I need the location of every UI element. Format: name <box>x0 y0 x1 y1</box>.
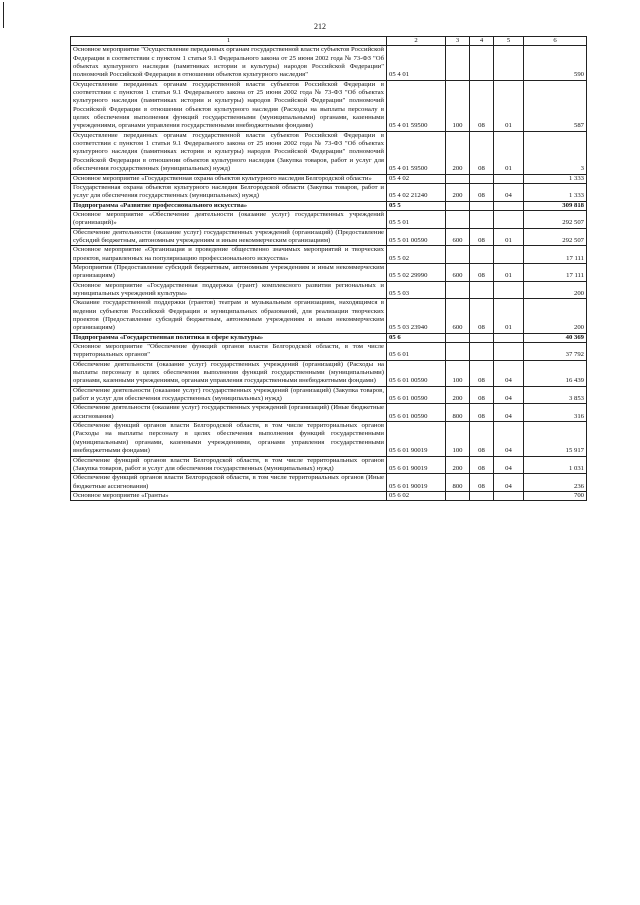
target-code-cell: 05 6 01 90019 <box>387 456 446 474</box>
description-cell: Основное мероприятие «Государственная охрана объектов культурного наследия Белгородской области» <box>71 174 387 183</box>
target-code-cell: 05 4 02 <box>387 174 446 183</box>
amount-cell: 200 <box>524 281 587 299</box>
amount-cell: 1 333 <box>524 174 587 183</box>
section-cell: 08 <box>470 404 494 422</box>
amount-cell: 17 111 <box>524 263 587 281</box>
expense-type-cell: 200 <box>446 131 470 174</box>
amount-cell: 37 792 <box>524 343 587 361</box>
amount-cell: 40 369 <box>524 333 587 342</box>
table-row <box>71 131 587 174</box>
target-code-cell: 05 5 02 <box>387 246 446 264</box>
amount-cell: 1 031 <box>524 456 587 474</box>
expense-type-cell: 200 <box>446 386 470 404</box>
subsection-cell <box>494 491 524 500</box>
target-code-cell: 05 4 01 59500 <box>387 131 446 174</box>
table-row <box>71 263 587 281</box>
amount-cell: 3 853 <box>524 386 587 404</box>
header-col-6: 6 <box>524 37 587 46</box>
section-cell: 08 <box>470 228 494 246</box>
expense-type-cell: 600 <box>446 228 470 246</box>
table-row <box>71 386 587 404</box>
table-row <box>71 299 587 333</box>
section-cell: 08 <box>470 131 494 174</box>
table-row <box>71 360 587 386</box>
subsection-cell <box>494 174 524 183</box>
amount-cell: 1 333 <box>524 183 587 201</box>
description-cell: Обеспечение деятельности (оказание услуг) государственных учреждений (организаций) (Закупка товаров, работ и услуг для обеспечения государственных (муниципальных) нужд) <box>71 386 387 404</box>
section-cell <box>470 210 494 228</box>
target-code-cell: 05 6 01 <box>387 343 446 361</box>
subsection-cell: 04 <box>494 183 524 201</box>
amount-cell: 236 <box>524 474 587 492</box>
subsection-cell <box>494 201 524 210</box>
description-cell: Обеспечение деятельности (оказание услуг) государственных учреждений (организаций) (Иные бюджетные ассигнования) <box>71 404 387 422</box>
table-row <box>71 201 587 210</box>
expense-type-cell: 800 <box>446 404 470 422</box>
table-row <box>71 491 587 500</box>
target-code-cell: 05 4 02 21240 <box>387 183 446 201</box>
expense-type-cell: 200 <box>446 456 470 474</box>
expense-type-cell <box>446 210 470 228</box>
expense-type-cell: 100 <box>446 80 470 131</box>
description-cell: Осуществление переданных органам государственной власти субъектов Российской Федерации в соответствии с пунктом 1 статьи 9.1 Федерального закона от 25 июня 2002 года № 73-ФЗ "Об объектах культурного наследия (памятниках истории и культуры) народов Российской Федерации" полномочий Российской Федерации в отношении объектов культурного наследия (Расходы на выплаты персоналу в целях обеспечения выполнения функций государственными (муниципальными) органами, казенными учреждениями, органами управления государственными внебюджетными фондами) <box>71 80 387 131</box>
amount-cell: 17 111 <box>524 246 587 264</box>
subsection-cell <box>494 333 524 342</box>
table-row <box>71 174 587 183</box>
target-code-cell: 05 4 01 <box>387 46 446 80</box>
target-code-cell: 05 6 <box>387 333 446 342</box>
subsection-cell: 01 <box>494 131 524 174</box>
target-code-cell: 05 6 01 00590 <box>387 386 446 404</box>
section-cell: 08 <box>470 263 494 281</box>
page-number: 212 <box>314 22 326 31</box>
expense-type-cell <box>446 343 470 361</box>
description-cell: Основное мероприятие "Осуществление переданных органам государственной власти субъектов Российской Федерации в соответствии с пунктом 1 статьи 9.1 Федерального закона от 25 июня 2002 года № 73-ФЗ "Об объектах культурного наследия (памятниках истории и культуры) народов Российской Федерации" полномочий Российской Федерации в отношении объектов культурного наследия" <box>71 46 387 80</box>
section-cell <box>470 201 494 210</box>
table-row <box>71 343 587 361</box>
amount-cell: 200 <box>524 299 587 333</box>
subsection-cell: 04 <box>494 404 524 422</box>
table-row <box>71 183 587 201</box>
subsection-cell: 04 <box>494 386 524 404</box>
table-row <box>71 228 587 246</box>
expense-type-cell: 600 <box>446 299 470 333</box>
amount-cell: 292 507 <box>524 228 587 246</box>
table-row <box>71 210 587 228</box>
target-code-cell: 05 5 01 <box>387 210 446 228</box>
section-cell <box>470 246 494 264</box>
table-row <box>71 474 587 492</box>
table-row <box>71 281 587 299</box>
amount-cell: 316 <box>524 404 587 422</box>
target-code-cell: 05 6 01 90019 <box>387 474 446 492</box>
section-cell: 08 <box>470 386 494 404</box>
target-code-cell: 05 5 01 00590 <box>387 228 446 246</box>
description-cell: Подпрограмма «Государственная политика в сфере культуры» <box>71 333 387 342</box>
target-code-cell: 05 4 01 59500 <box>387 80 446 131</box>
table-row <box>71 333 587 342</box>
amount-cell: 292 507 <box>524 210 587 228</box>
section-cell: 08 <box>470 360 494 386</box>
header-col-1: 1 <box>71 37 387 46</box>
expense-type-cell <box>446 174 470 183</box>
expense-type-cell: 100 <box>446 360 470 386</box>
section-cell <box>470 333 494 342</box>
target-code-cell: 05 5 03 <box>387 281 446 299</box>
section-cell: 08 <box>470 299 494 333</box>
subsection-cell: 04 <box>494 422 524 456</box>
subsection-cell <box>494 210 524 228</box>
subsection-cell: 04 <box>494 474 524 492</box>
amount-cell: 700 <box>524 491 587 500</box>
description-cell: Обеспечение деятельности (оказание услуг) государственных учреждений (организаций) (Расходы на выплаты персоналу в целях обеспечения выполнения функций государственными (муниципальными) органами, казенными учреждениями, органами управления государственными внебюджетными фондами) <box>71 360 387 386</box>
expense-type-cell: 100 <box>446 422 470 456</box>
target-code-cell: 05 5 03 23940 <box>387 299 446 333</box>
description-cell: Государственная охрана объектов культурного наследия Белгородской области (Закупка товаров, работ и услуг для обеспечения государственных (муниципальных) нужд) <box>71 183 387 201</box>
expense-type-cell <box>446 281 470 299</box>
table-row <box>71 404 587 422</box>
section-cell <box>470 174 494 183</box>
description-cell: Подпрограмма «Развитие профессионального искусства» <box>71 201 387 210</box>
expense-type-cell <box>446 246 470 264</box>
section-cell <box>470 343 494 361</box>
subsection-cell <box>494 343 524 361</box>
table-row <box>71 422 587 456</box>
target-code-cell: 05 6 01 00590 <box>387 404 446 422</box>
target-code-cell: 05 5 02 29990 <box>387 263 446 281</box>
target-code-cell: 05 6 01 90019 <box>387 422 446 456</box>
table-header-row <box>71 37 587 46</box>
subsection-cell: 04 <box>494 456 524 474</box>
description-cell: Обеспечение функций органов власти Белгородской области, в том числе территориальных органов (Закупка товаров, работ и услуг для обеспечения государственных (муниципальных) нужд) <box>71 456 387 474</box>
section-cell: 08 <box>470 474 494 492</box>
description-cell: Основное мероприятие «Обеспечение деятельности (оказание услуг) государственных учреждений (организаций)» <box>71 210 387 228</box>
amount-cell: 16 439 <box>524 360 587 386</box>
target-code-cell: 05 6 02 <box>387 491 446 500</box>
amount-cell: 587 <box>524 80 587 131</box>
header-col-4: 4 <box>470 37 494 46</box>
amount-cell: 15 917 <box>524 422 587 456</box>
table-row <box>71 246 587 264</box>
expense-type-cell <box>446 491 470 500</box>
description-cell: Основное мероприятие «Гранты» <box>71 491 387 500</box>
subsection-cell: 01 <box>494 263 524 281</box>
header-col-2: 2 <box>387 37 446 46</box>
subsection-cell <box>494 281 524 299</box>
section-cell: 08 <box>470 422 494 456</box>
subsection-cell: 01 <box>494 228 524 246</box>
section-cell: 08 <box>470 80 494 131</box>
expense-type-cell: 200 <box>446 183 470 201</box>
table-row <box>71 456 587 474</box>
description-cell: Основное мероприятие «Организация и проведение общественно значимых мероприятий и творческих проектов, направленных на популяризацию профессионального искусства» <box>71 246 387 264</box>
description-cell: Основное мероприятие "Обеспечение функций органов власти Белгородской области, в том числе территориальных органов" <box>71 343 387 361</box>
description-cell: Обеспечение функций органов власти Белгородской области, в том числе территориальных органов (Расходы на выплаты персоналу в целях обеспечения выполнения функций государственными (муниципальными) органами, казенными учреждениями, органами управления государственными внебюджетными фондами) <box>71 422 387 456</box>
amount-cell: 590 <box>524 46 587 80</box>
expense-type-cell: 800 <box>446 474 470 492</box>
description-cell: Основное мероприятие «Государственная поддержка (грант) комплексного развития региональных и муниципальных учреждений культуры» <box>71 281 387 299</box>
description-cell: Оказание государственной поддержки (грантов) театрам и музыкальным организациям, находящимся в ведении субъектов Российской Федерации и муниципальных образований, для реализации творческих проектов (Предоставление субсидий бюджетным, автономным учреждениям и иным некоммерческим организациям) <box>71 299 387 333</box>
description-cell: Осуществление переданных органам государственной власти субъектов Российской Федерации в соответствии с пунктом 1 статьи 9.1 Федерального закона от 25 июня 2002 года № 73-ФЗ "Об объектах культурного наследия (памятниках истории и культуры) народов Российской Федерации" полномочий Российской Федерации в отношении объектов культурного наследия (Закупка товаров, работ и услуг для обеспечения государственных (муниципальных) нужд) <box>71 131 387 174</box>
table-row <box>71 80 587 131</box>
subsection-cell: 04 <box>494 360 524 386</box>
expense-type-cell <box>446 201 470 210</box>
section-cell: 08 <box>470 183 494 201</box>
budget-table <box>70 36 587 501</box>
header-col-3: 3 <box>446 37 470 46</box>
section-cell <box>470 491 494 500</box>
header-col-5: 5 <box>494 37 524 46</box>
expense-type-cell <box>446 46 470 80</box>
table-body <box>71 46 587 501</box>
table-row <box>71 46 587 80</box>
subsection-cell: 01 <box>494 80 524 131</box>
subsection-cell: 01 <box>494 299 524 333</box>
expense-type-cell: 600 <box>446 263 470 281</box>
description-cell: Мероприятия (Предоставление субсидий бюджетным, автономным учреждениям и иным некоммерческим организациям) <box>71 263 387 281</box>
section-cell: 08 <box>470 456 494 474</box>
expense-type-cell <box>446 333 470 342</box>
subsection-cell <box>494 246 524 264</box>
amount-cell: 3 <box>524 131 587 174</box>
target-code-cell: 05 5 <box>387 201 446 210</box>
section-cell <box>470 281 494 299</box>
description-cell: Обеспечение функций органов власти Белгородской области, в том числе территориальных органов (Иные бюджетные ассигнования) <box>71 474 387 492</box>
description-cell: Обеспечение деятельности (оказание услуг) государственных учреждений (организаций) (Предоставление субсидий бюджетным, автономным учреждениям и иным некоммерческим организациям) <box>71 228 387 246</box>
amount-cell: 309 818 <box>524 201 587 210</box>
subsection-cell <box>494 46 524 80</box>
section-cell <box>470 46 494 80</box>
target-code-cell: 05 6 01 00590 <box>387 360 446 386</box>
